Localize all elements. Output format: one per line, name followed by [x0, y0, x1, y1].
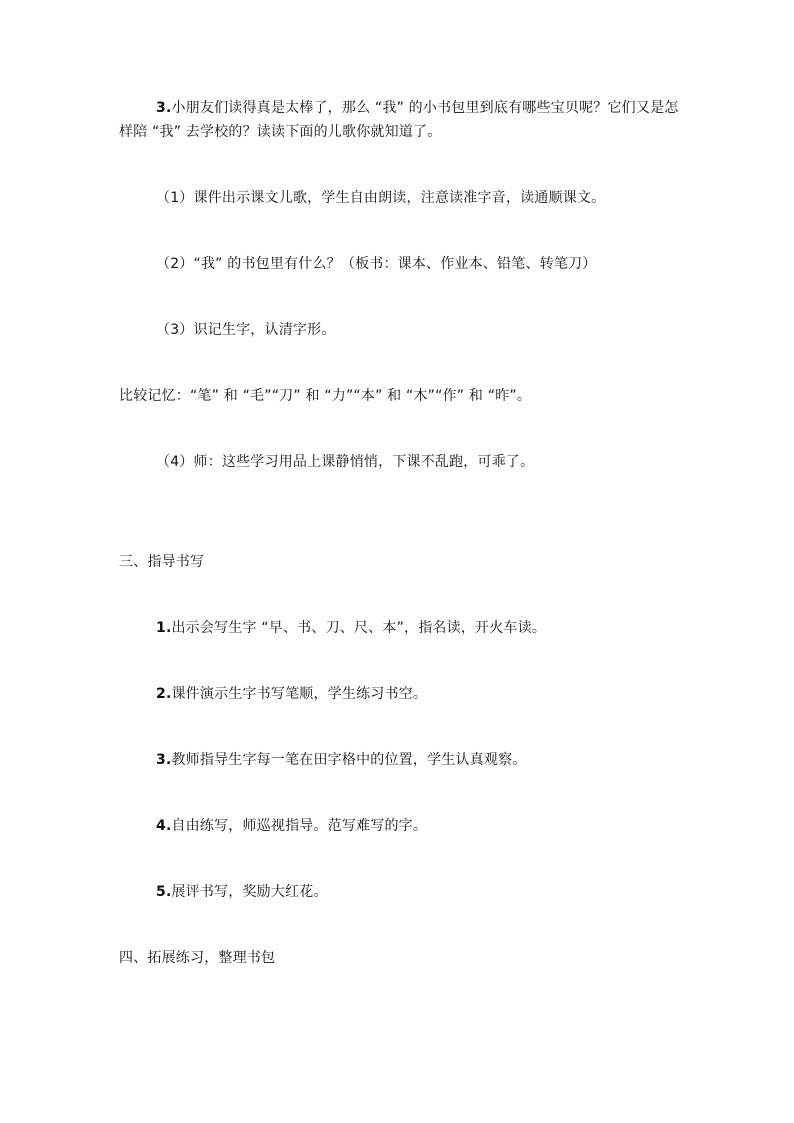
writing-step-4	[156, 816, 427, 836]
writing-step-2	[156, 684, 427, 704]
step-text: 展评书写，奖励大红花。	[171, 884, 328, 900]
step-number: 3.	[156, 752, 172, 768]
step-3: （3）识记生字，认清字形。	[156, 322, 336, 338]
step-number: 2.	[156, 686, 172, 702]
section-4-heading: 四、拓展练习，整理书包	[119, 950, 276, 966]
step-4: （4）师：这些学习用品上课静悄悄，下课不乱跑，可乖了。	[156, 454, 535, 470]
step-number: 5.	[156, 884, 172, 900]
step-1: （1）课件出示课文儿歌，学生自由朗读，注意读准字音，读通顺课文。	[156, 190, 606, 206]
step-text: 自由练写，师巡视指导。范写难写的字。	[171, 818, 428, 834]
paragraph-3-line-1	[156, 98, 678, 118]
paragraph-text: 小朋友们读得真是太棒了，那么 “我” 的小书包里到底有哪些宝贝呢？它们又是怎	[171, 100, 679, 116]
step-2: （2）“我” 的书包里有什么？（板书：课本、作业本、铅笔、转笔刀）	[156, 256, 597, 272]
paragraph-3-line-2: 样陪 “我” 去学校的？读读下面的儿歌你就知道了。	[119, 124, 442, 140]
writing-step-1	[156, 618, 546, 638]
step-text: 课件演示生字书写笔顺，学生练习书空。	[171, 686, 428, 702]
writing-step-3	[156, 750, 526, 770]
writing-step-5	[156, 882, 328, 902]
step-text: 出示会写生字 “早、书、刀、尺、本”，指名读，开火车读。	[171, 620, 547, 636]
paragraph-number: 3.	[156, 100, 172, 116]
step-text: 教师指导生字每一笔在田字格中的位置，学生认真观察。	[171, 752, 527, 768]
step-number: 1.	[156, 620, 172, 636]
section-3-heading: 三、指导书写	[119, 554, 205, 570]
step-number: 4.	[156, 818, 172, 834]
compare-memory: 比较记忆：“笔” 和 “毛”“刀” 和 “力”“本” 和 “木”“作” 和 “昨”。	[119, 388, 532, 404]
